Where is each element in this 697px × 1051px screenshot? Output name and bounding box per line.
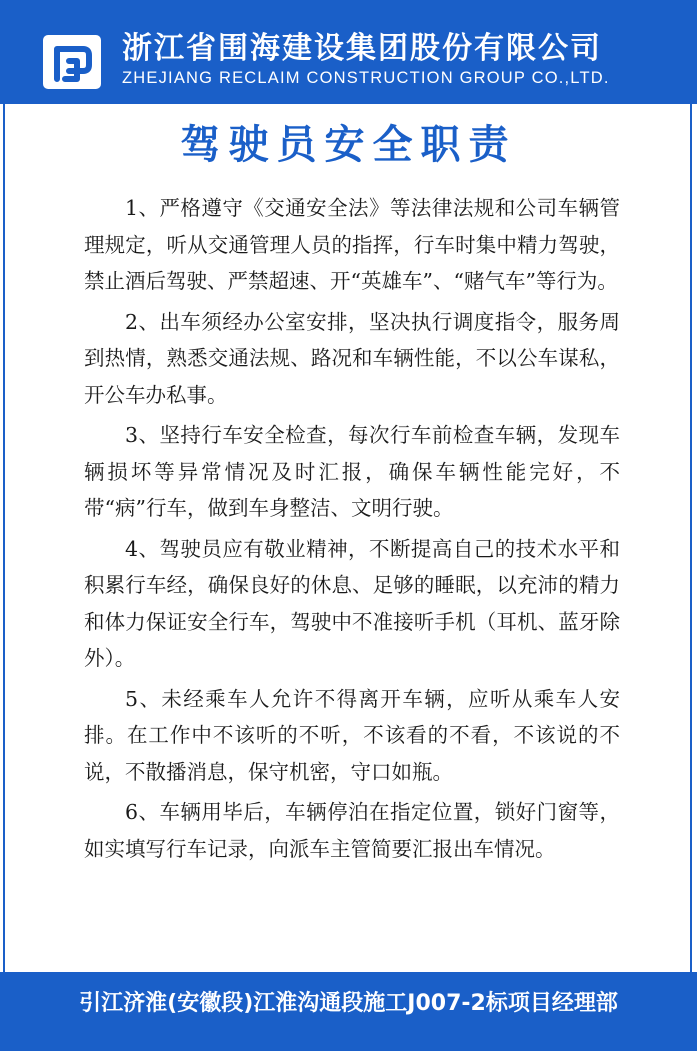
header-banner <box>0 0 697 104</box>
company-name-cn: 浙江省围海建设集团股份有限公司 <box>122 31 602 66</box>
footer-banner <box>0 972 697 1051</box>
duty-paragraph-5: 5、未经乘车人允许不得离开车辆，应听从乘车人安排。在工作中不该听的不听，不该看的不看，不该说的不说，不散播消息，保守机密，守口如瓶。 <box>84 686 620 784</box>
company-logo-icon <box>43 35 101 89</box>
duty-paragraph-4: 4、驾驶员应有敬业精神，不断提高自己的技术水平和积累行车经，确保良好的休息、足够的睡眠，以充沛的精力和体力保证安全行车，驾驶中不准接听手机（耳机、蓝牙除外）。 <box>84 536 620 670</box>
project-department-label: 引江济淮(安徽段)江淮沟通段施工J007-2标项目经理部 <box>79 991 618 1016</box>
duties-list <box>84 190 620 871</box>
duty-paragraph-6: 6、车辆用毕后，车辆停泊在指定位置，锁好门窗等，如实填写行车记录，向派车主管简要汇报出车情况。 <box>84 800 620 861</box>
duty-paragraph-2: 2、出车须经办公室安排，坚决执行调度指令，服务周到热情，熟悉交通法规、路况和车辆性能，不以公车谋私，开公车办私事。 <box>84 309 620 407</box>
company-name-en: ZHEJIANG RECLAIM CONSTRUCTION GROUP CO.,LTD. <box>122 69 610 87</box>
duty-paragraph-1: 1、严格遵守《交通安全法》等法律法规和公司车辆管理规定，听从交通管理人员的指挥，行车时集中精力驾驶，禁止酒后驾驶、严禁超速、开“英雄车”、“赌气车”等行为。 <box>84 196 620 293</box>
duty-paragraph-3: 3、坚持行车安全检查，每次行车前检查车辆，发现车辆损坏等异常情况及时汇报，确保车辆性能完好，不带“病”行车，做到车身整洁、文明行驶。 <box>84 423 620 520</box>
page-title: 驾驶员安全职责 <box>180 122 517 168</box>
